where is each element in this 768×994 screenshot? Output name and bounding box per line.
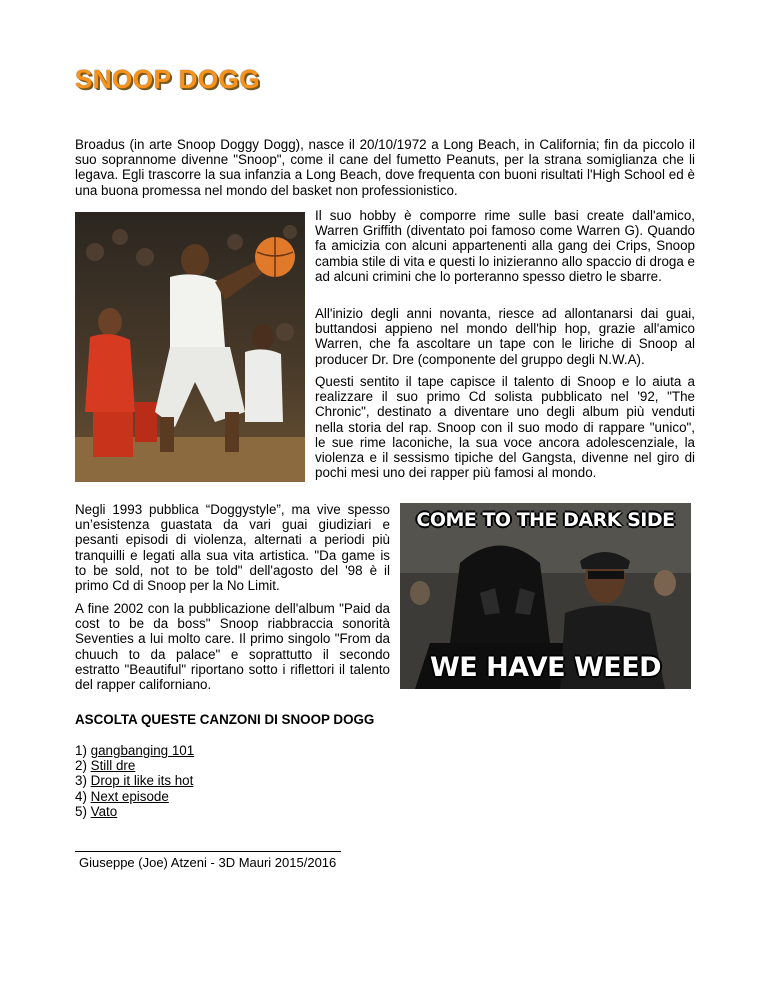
meme-top-caption: COME TO THE DARK SIDE	[416, 509, 675, 531]
meme-bottom-caption: WE HAVE WEED	[429, 652, 662, 683]
list-item	[75, 743, 194, 758]
song-number: 2)	[75, 758, 87, 774]
song-number: 3)	[75, 773, 87, 789]
song-link[interactable]: Drop it like its hot	[90, 773, 194, 789]
tape-paragraph: Questi sentito il tape capisce il talento di Snoop e lo aiuta a realizzare il suo primo Cd solista pubblicato nel '92, "The Chronic", destinato a diventare uno degli album più venduti nella storia del rap. Snoop con il suo modo di rappare "unico", le sue rime laconiche, la sua voce ancora adolescenziale, la violenza e il sessismo tipiche del Gangsta, divenne nel giro di pochi mesi uno dei rapper più famosi al mondo.	[315, 374, 695, 481]
song-number: 4)	[75, 788, 87, 804]
darkside-meme-image	[400, 503, 691, 689]
intro-paragraph: Broadus (in arte Snoop Doggy Dogg), nasce il 20/10/1972 a Long Beach, in California; fin da piccolo il suo soprannome divenne "Snoop", come il cane del fumetto Peanuts, per la strana somiglianza che li legava. Egli trascorre la sua infanzia a Long Beach, dove frequenta con buoni risultati l'High School ed è una buona promessa nel mondo del basket non professionistico.	[75, 137, 695, 198]
paid-paragraph: A fine 2002 con la pubblicazione dell'album "Paid da cost to be da boss" Snoop riabbraccia sonorità Seventies a lui molto care. Il primo singolo "From da chuuch to da palace" e soprattutto il secondo estratto "Beautiful" riportano sotto i riflettori il talento del rapper californiano.	[75, 601, 390, 693]
list-item	[75, 804, 194, 819]
song-number: 5)	[75, 803, 87, 819]
footer-credit: Giuseppe (Joe) Atzeni - 3D Mauri 2015/2016	[79, 855, 337, 870]
song-link[interactable]: gangbanging 101	[90, 743, 195, 758]
page-title: SNOOP DOGG	[75, 64, 261, 94]
songs-list	[75, 743, 194, 819]
list-item	[75, 758, 194, 773]
song-number: 1)	[75, 743, 87, 758]
doggystyle-paragraph: Negli 1993 pubblica “Doggystyle”, ma vive spesso un’esistenza guastata da vari guai giudiziari e pesanti episodi di violenza, alternati a periodi più tranquilli e legati alla sua vita artistica. "Da game is to be sold, not to be told" dell'agosto del '98 è il primo Cd di Snoop per la No Limit.	[75, 502, 390, 594]
list-item	[75, 789, 194, 804]
song-link[interactable]: Next episode	[90, 788, 169, 804]
list-item	[75, 773, 194, 788]
hobby-paragraph: Il suo hobby è comporre rime sulle basi create dall'amico, Warren Griffith (diventato poi famoso come Warren G). Quando fa amicizia con alcuni appartenenti alla gang dei Crips, Snoop cambia stile di vita e questi lo inizieranno allo spaccio di droga e ad alcuni crimini che lo porteranno spesso dietro le sbarre.	[315, 208, 695, 284]
nineties-paragraph: All'inizio degli anni novanta, riesce ad allontanarsi dai guai, buttandosi appieno nel mondo dell'hip hop, grazie all'amico Warren, che fa ascoltare un tape con le liriche di Snoop al producer Dr. Dre (componente del gruppo degli N.W.A).	[315, 306, 695, 367]
basketball-photo	[75, 212, 305, 482]
songs-heading: ASCOLTA QUESTE CANZONI DI SNOOP DOGG	[75, 712, 375, 727]
footer-divider	[75, 851, 341, 852]
song-link[interactable]: Still dre	[90, 758, 136, 774]
song-link[interactable]: Vato	[90, 803, 118, 819]
